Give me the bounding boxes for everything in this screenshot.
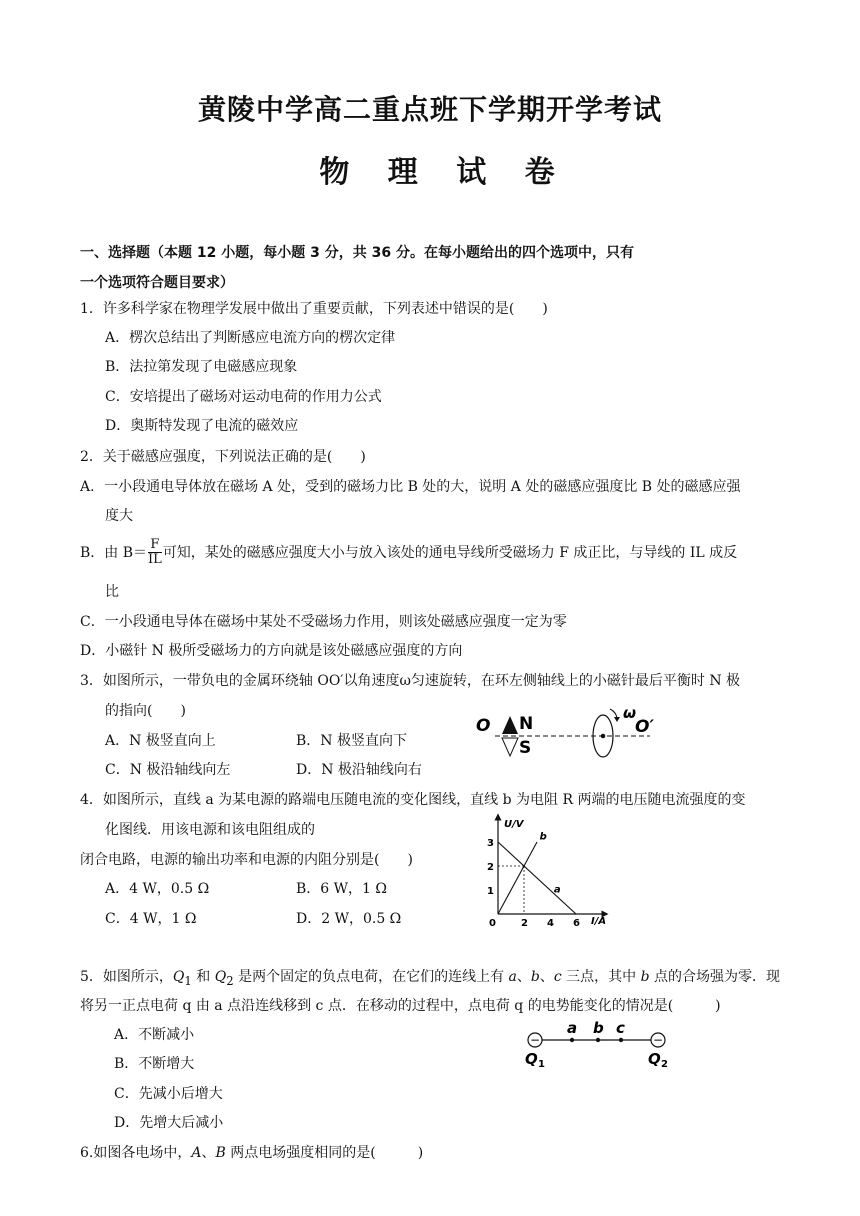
q6-stem-part1: 6.如图各电场中，	[80, 1145, 192, 1161]
exam-subtitle: 物 理 试 卷	[319, 155, 569, 190]
y-tick-label: 2	[487, 862, 494, 873]
y-tick-labels	[487, 838, 494, 897]
label-b: b	[593, 1020, 604, 1037]
q6-stem-part2: 两点电场强度相同的是( )	[225, 1145, 424, 1161]
q5-stem-part1: 5．如图所示，	[80, 969, 173, 985]
ui-graph	[485, 812, 615, 930]
q5-point-b: b	[530, 969, 540, 985]
q4-option-a: A．4 W，0.5 Ω	[105, 881, 210, 897]
ring-magnet-figure	[470, 700, 670, 760]
q5-option-c: C．先减小后增大	[114, 1086, 223, 1102]
q5-point-b-ref: b	[640, 969, 650, 985]
fraction-denominator: IL	[148, 552, 162, 568]
q5-point-c: c	[553, 969, 562, 985]
line-a	[498, 842, 576, 914]
label-o: O	[476, 716, 491, 736]
q3-stem-line2: 的指向( )	[105, 703, 186, 719]
q2-option-a-line1: A．一小段通电导体放在磁场 A 处，受到的磁场力比 B 处的大，说明 A 处的磁感应强度比 B 处的磁感应强	[80, 479, 741, 495]
ring-center	[601, 734, 606, 739]
q4-stem-line3: 闭合电路，电源的输出功率和电源的内阻分别是( )	[80, 852, 413, 868]
q4-option-d: D．2 W，0.5 Ω	[296, 911, 402, 927]
q5-option-d: D．先增大后减小	[114, 1115, 224, 1131]
q5-point-a: a	[508, 969, 517, 985]
q1-stem: 1．许多科学家在物理学发展中做出了重要贡献，下列表述中错误的是( )	[80, 301, 548, 317]
label-n: N	[519, 714, 534, 734]
q3-option-b: B．N 极竖直向下	[296, 733, 407, 749]
q5-stem-part4: 点的合场强为零．现	[649, 969, 781, 985]
x-tick-label: 4	[547, 918, 554, 929]
rotation-arrowhead	[614, 717, 620, 722]
q2-option-b-line1	[80, 538, 737, 568]
q3-option-d: D．N 极沿轴线向右	[296, 762, 422, 778]
q2-stem: 2．关于磁感应强度，下列说法正确的是( )	[80, 449, 366, 465]
point-c	[619, 1038, 623, 1042]
q2-option-b-text: 可知，某处的磁感应强度大小与放入该处的通电导线所受磁场力 F 成正比，与导线的 IL 成反	[162, 544, 738, 561]
line-a-label: a	[553, 884, 561, 896]
q1-option-b: B．法拉第发现了电磁感应现象	[105, 359, 298, 375]
rotation-arrow	[610, 709, 617, 718]
label-q1: Q	[525, 1050, 538, 1068]
label-c: c	[616, 1020, 625, 1037]
q5-option-b: B．不断增大	[114, 1056, 195, 1072]
y-tick-label: 3	[487, 838, 494, 849]
fraction-numerator: F	[148, 538, 162, 553]
q6-point-a: A	[191, 1145, 202, 1161]
magnet-south	[502, 738, 518, 756]
label-a: a	[567, 1020, 578, 1037]
q4-stem-line1: 4．如图所示，直线 a 为某电源的路端电压随电流的变化图线，直线 b 为电阻 R 两端的电压随电流强度的变	[80, 792, 746, 808]
q5-q2-symbol: Q	[214, 969, 227, 985]
label-q1-sub: 1	[538, 1059, 545, 1070]
label-s: S	[519, 738, 532, 758]
q5-stem-part2: 是两个固定的负点电荷，在它们的连线上有	[233, 969, 509, 985]
exam-title: 黄陵中学高二重点班下学期开学考试	[197, 93, 662, 126]
q1-option-c: C．安培提出了磁场对运动电荷的作用力公式	[105, 389, 382, 405]
q3-option-a: A．N 极竖直向上	[105, 733, 216, 749]
x-tick-label: 6	[573, 918, 580, 929]
magnet-north	[502, 716, 518, 734]
section-heading-line1: 一、选择题（本题 12 小题，每小题 3 分，共 36 分。在每小题给出的四个选项中，只有	[80, 245, 634, 261]
point-a	[570, 1038, 574, 1042]
q2-option-d: D．小磁针 N 极所受磁场力的方向就是该处磁感应强度的方向	[80, 643, 463, 659]
q5-stem-line1: 5．如图所示，$Q_1$ 和 $Q_2$ 是两个固定的负点电荷，在它们的连线上有 a、b、c 三点，其中 b 点的合场强为零．现	[80, 969, 781, 988]
q6-point-b: B	[215, 1145, 226, 1161]
q5-option-a: A．不断减小	[114, 1027, 195, 1043]
q3-stem-line1: 3．如图所示，一带负电的金属环绕轴 OO′以角速度ω匀速旋转，在环左侧轴线上的小磁针最后平衡时 N 极	[80, 673, 741, 689]
q5-and: 和	[191, 969, 215, 985]
q2-option-b-prefix: B．由 B＝	[80, 544, 148, 561]
q6-separator: 、	[201, 1145, 216, 1161]
charge-q1-sign: −	[529, 1033, 541, 1047]
charge-q2-sign: −	[652, 1033, 664, 1047]
q5-q2-subscript: 2	[226, 973, 234, 988]
y-axis-label: U/V	[504, 819, 524, 830]
q1-option-d: D．奥斯特发现了电流的磁效应	[105, 418, 299, 434]
charges-figure	[520, 1020, 680, 1072]
y-tick-label: 1	[487, 886, 494, 897]
point-b	[596, 1038, 600, 1042]
q2-option-a-line2: 度大	[105, 508, 133, 524]
q5-stem-part3: 三点，其中	[561, 969, 641, 985]
fraction-f-over-il	[148, 538, 162, 568]
q1-option-a: A．楞次总结出了判断感应电流方向的楞次定律	[105, 330, 396, 346]
label-omega: ω	[623, 704, 637, 722]
label-q2: Q	[648, 1050, 661, 1068]
label-o-prime: O′	[635, 717, 654, 737]
q5-stem-line2: 将另一正点电荷 q 由 a 点沿连线移到 c 点．在移动的过程中，点电荷 q 的电势能变化的情况是( )	[80, 998, 721, 1014]
q4-option-c: C．4 W，1 Ω	[105, 911, 197, 927]
label-q2-sub: 2	[661, 1059, 668, 1070]
q2-option-c: C．一小段通电导体在磁场中某处不受磁场力作用，则该处磁感应强度一定为零	[80, 614, 567, 630]
x-tick-labels	[489, 918, 580, 929]
q6-stem	[80, 1145, 423, 1162]
q4-stem-line2: 化图线．用该电源和该电阻组成的	[105, 822, 315, 838]
q5-q1-symbol: Q	[172, 969, 185, 985]
section-heading-line2: 一个选项符合题目要求）	[80, 275, 234, 291]
x-tick-label: 2	[521, 918, 528, 929]
q3-option-c: C．N 极沿轴线向左	[105, 762, 231, 778]
line-b-label: b	[539, 831, 547, 843]
x-axis-label: I/A	[591, 916, 607, 927]
q4-option-b: B．6 W，1 Ω	[296, 881, 387, 897]
q5-q1-subscript: 1	[184, 973, 192, 988]
q2-option-b-line2: 比	[105, 584, 119, 600]
line-b	[498, 842, 537, 914]
x-tick-label: 0	[489, 918, 496, 929]
